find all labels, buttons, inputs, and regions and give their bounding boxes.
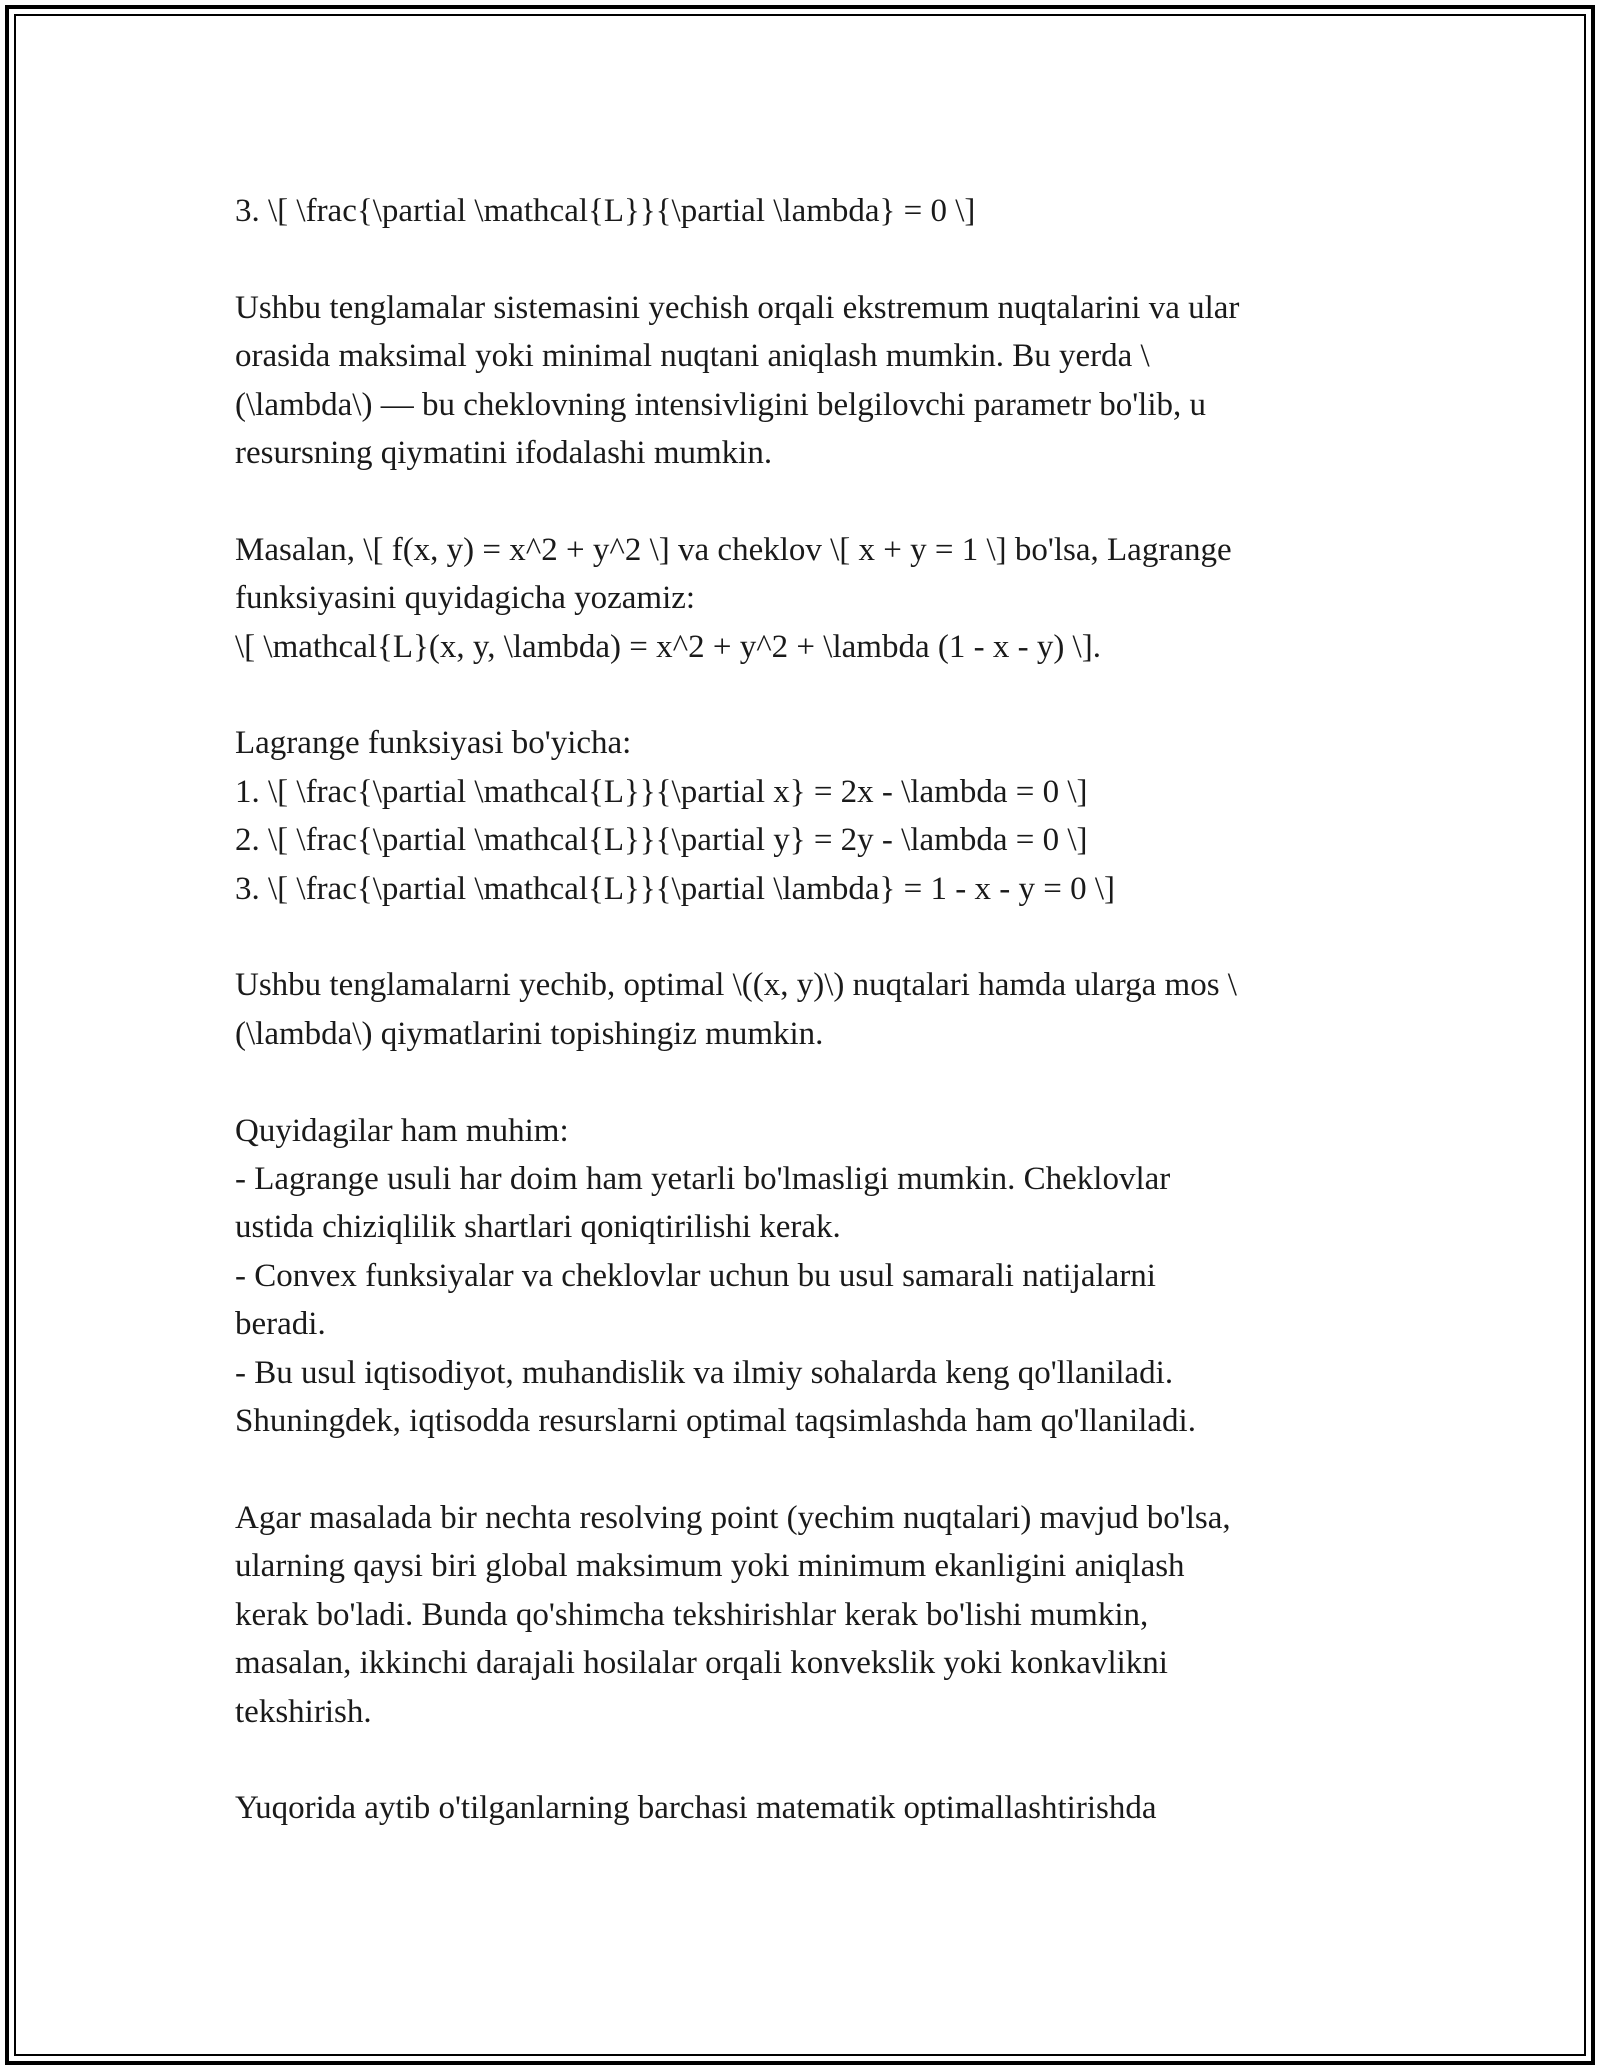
list-item: Shuningdek, iqtisodda resurslarni optimal taqsimlashda ham qo'llaniladi. <box>235 1403 1196 1440</box>
equation-line: 1. \[ \frac{\partial \mathcal{L}}{\partial x} = 2x - \lambda = 0 \] <box>235 773 1088 810</box>
equation-line: 3. \[ \frac{\partial \mathcal{L}}{\partial \lambda} = 1 - x - y = 0 \] <box>235 870 1115 907</box>
list-item: - Lagrange usuli har doim ham yetarli bo'lmasligi mumkin. Cheklovlar <box>235 1161 1171 1198</box>
paragraph-line: masalan, ikkinchi darajali hosilalar orqali konvekslik yoki konkavlikni <box>235 1645 1168 1682</box>
paragraph-gap <box>235 671 1375 719</box>
paragraph-line: Quyidagilar ham muhim: <box>235 1112 569 1149</box>
list-item: beradi. <box>235 1306 326 1343</box>
paragraph-gap <box>235 1736 1375 1784</box>
paragraph-line: Ushbu tenglamalar sistemasini yechish orqali ekstremum nuqtalarini va ular <box>235 289 1240 326</box>
paragraph-line: Ushbu tenglamalarni yechib, optimal \((x, y)\) nuqtalari hamda ularga mos \ <box>235 967 1237 1004</box>
paragraph-line: Lagrange funksiyasi bo'yicha: <box>235 725 632 762</box>
paragraph-gap <box>235 1058 1375 1106</box>
equation-line: \[ \mathcal{L}(x, y, \lambda) = x^2 + y^2 + \lambda (1 - x - y) \]. <box>235 628 1101 665</box>
paragraph-line: (\lambda\) qiymatlarini topishingiz mumkin. <box>235 1015 824 1052</box>
list-item: - Bu usul iqtisodiyot, muhandislik va ilmiy sohalarda keng qo'llaniladi. <box>235 1354 1174 1391</box>
document-body <box>235 187 1375 1833</box>
list-item: ustida chiziqlilik shartlari qoniqtirilishi kerak. <box>235 1209 841 1246</box>
paragraph-gap <box>235 477 1375 525</box>
paragraph-line: orasida maksimal yoki minimal nuqtani aniqlash mumkin. Bu yerda \ <box>235 338 1150 375</box>
paragraph-gap <box>235 1445 1375 1493</box>
paragraph-line: resursning qiymatini ifodalashi mumkin. <box>235 435 773 472</box>
paragraph-line: Agar masalada bir nechta resolving point (yechim nuqtalari) mavjud bo'lsa, <box>235 1499 1231 1536</box>
paragraph-line: (\lambda\) — bu cheklovning intensivligini belgilovchi parametr bo'lib, u <box>235 386 1207 423</box>
equation-line: 2. \[ \frac{\partial \mathcal{L}}{\partial y} = 2y - \lambda = 0 \] <box>235 822 1088 859</box>
paragraph-gap <box>235 235 1375 283</box>
paragraph-line: funksiyasini quyidagicha yozamiz: <box>235 580 696 617</box>
equation-line: 3. \[ \frac{\partial \mathcal{L}}{\partial \lambda} = 0 \] <box>235 193 976 229</box>
paragraph-gap <box>235 913 1375 961</box>
paragraph-line: Yuqorida aytib o'tilganlarning barchasi matematik optimallashtirishda <box>235 1790 1157 1827</box>
paragraph-line: ularning qaysi biri global maksimum yoki minimum ekanligini aniqlash <box>235 1548 1185 1585</box>
paragraph-line: Masalan, \[ f(x, y) = x^2 + y^2 \] va cheklov \[ x + y = 1 \] bo'lsa, Lagrange <box>235 531 1232 568</box>
paragraph-line: tekshirish. <box>235 1693 372 1730</box>
list-item: - Convex funksiyalar va cheklovlar uchun bu usul samarali natijalarni <box>235 1257 1156 1294</box>
paragraph-line: kerak bo'ladi. Bunda qo'shimcha tekshirishlar kerak bo'lishi mumkin, <box>235 1596 1149 1633</box>
